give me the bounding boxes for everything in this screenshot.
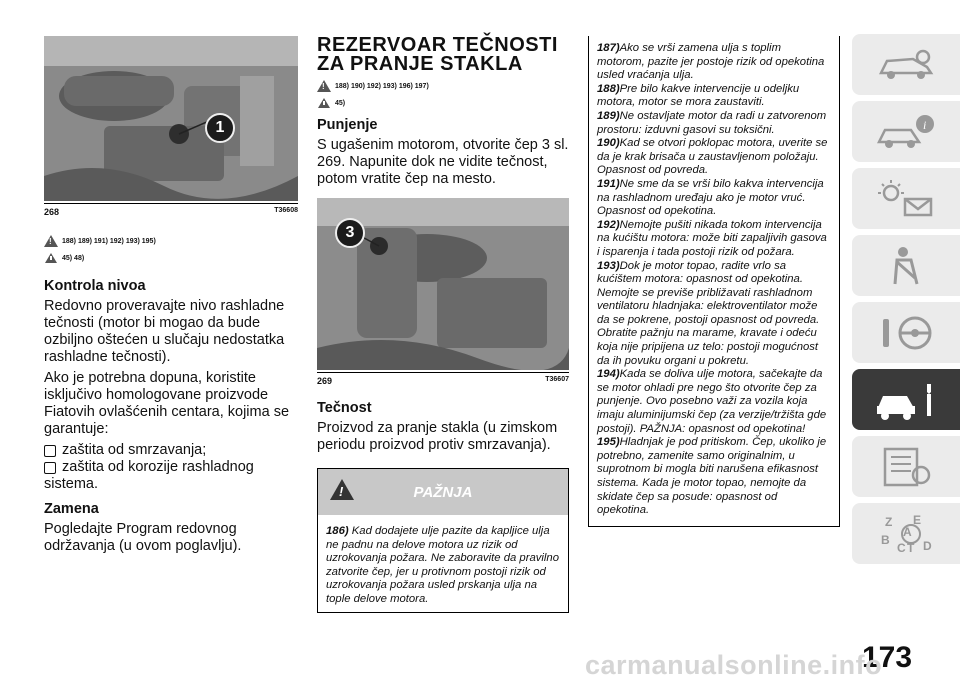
chapter-tabs xyxy=(852,34,960,570)
car-overview-icon xyxy=(873,43,939,87)
note-number: 191) xyxy=(597,177,620,190)
warning-triangle-icon xyxy=(317,80,331,92)
note-number: 194) xyxy=(597,368,620,381)
svg-text:D: D xyxy=(923,538,932,553)
note-item xyxy=(597,368,829,436)
list-item xyxy=(44,459,298,476)
list-item-text: zaštita od smrzavanja; xyxy=(62,442,207,458)
note-item xyxy=(597,83,829,110)
checkbox-bullet-icon xyxy=(44,462,56,474)
figure-number: 268 xyxy=(44,207,60,217)
note-number: 193) xyxy=(597,259,620,272)
note-refs xyxy=(317,97,569,109)
warning-text: Kad dodajete ulje pazite da kapljice ulja ne padnu na delove motora uz rizik od uzrokovanja požara. Ne zaboravite da pravilno zatvorite čep, jer u protivnom postoji rizik od uzrokovanja požara usled prskanja ulja na tople delove motora. xyxy=(326,525,559,605)
note-text: Ne ostavljate motor da radi u zatvorenom prostoru: izduvni gasovi su toksični. xyxy=(597,109,827,136)
technical-data-icon xyxy=(873,445,939,489)
safety-seatbelt-icon xyxy=(873,244,939,288)
note-item xyxy=(597,436,829,518)
heading-punjenje: Punjenje xyxy=(317,117,378,133)
tab-index[interactable] xyxy=(852,503,960,564)
tab-car-overview[interactable] xyxy=(852,34,960,95)
note-number: 195) xyxy=(597,436,620,449)
svg-text:B: B xyxy=(881,532,890,547)
note-item xyxy=(597,178,829,219)
paragraph: Redovno proveravajte nivo rashladne tečnosti (motor bi mogao da bude ozbiljno oštećen u slučaju nedostatka rashladne tečnosti). xyxy=(44,298,285,365)
section-title-line1: REZERVOAR TEČNOSTI xyxy=(317,34,558,56)
note-text: Ne sme da se vrši bilo kakva intervencija na rashladnom uređaju ako je motor vruć. Opasnost od opekotina. xyxy=(597,177,824,218)
paragraph: Proizvod za pranje stakla (u zimskom periodu proizvod protiv smrzavanja). xyxy=(317,420,558,453)
note-text: Nemojte pušiti nikada tokom intervencija na kućištu motora: može biti zapaljivih gasova i isparenja i tada postoji rizik od požara. xyxy=(597,218,827,258)
note-number: 189) xyxy=(597,109,620,122)
tab-car-info[interactable] xyxy=(852,101,960,162)
column-right xyxy=(588,36,840,527)
paragraph: Pogledajte Program redovnog održavanja (u ovom poglavlju). xyxy=(44,521,242,554)
note-text: Pre bilo kakve intervencije u odeljku motora, motor se mora zaustaviti. xyxy=(597,82,800,109)
note-text: Hladnjak je pod pritiskom. Čep, ukoliko je potrebno, zamenite samo originalnim, u suprotnom bi mogla biti narušena efikasnost sistema. Kada je motor topao, nemojte da skidate čep sa posude: opasnost od opekotina. xyxy=(597,436,827,517)
page-number: 173 xyxy=(862,641,913,674)
note-number: 187) xyxy=(597,42,620,54)
note-number: 188) xyxy=(597,82,620,95)
heading-kontrola-nivoa: Kontrola nivoa xyxy=(44,278,146,294)
paragraph: Ako je potrebna dopuna, koristite isključivo homologovane proizvode Fiatovih ovlašćenih centara, kojima se garantuje: xyxy=(44,370,290,437)
figure-number: 269 xyxy=(317,376,333,386)
starting-driving-icon xyxy=(873,311,939,355)
caution-hand-icon xyxy=(44,252,58,264)
checkbox-bullet-icon xyxy=(44,445,56,457)
figure-caption-269 xyxy=(317,372,569,386)
warning-ref-list: 188) 189) 191) 192) 193) 195) xyxy=(62,237,156,245)
list-item-text: zaštita od korozije rashladnog xyxy=(62,459,254,475)
svg-text:C: C xyxy=(897,540,906,555)
callout-1: 1 xyxy=(205,113,235,143)
index-icon xyxy=(873,512,939,556)
warning-notes-box xyxy=(588,36,840,527)
tab-safety[interactable] xyxy=(852,235,960,296)
warning-lights-icon xyxy=(873,177,939,221)
note-item xyxy=(597,110,829,137)
column-middle xyxy=(317,0,569,613)
note-item xyxy=(597,219,829,260)
heading-zamena: Zamena xyxy=(44,501,99,517)
note-text: Kad se otvori poklopac motora, uverite se da je krak brisača u zaustavljenom položaju. Opasnost od povreda. xyxy=(597,137,828,177)
note-ref-list: 45) xyxy=(335,99,346,107)
warning-triangle-icon xyxy=(44,235,58,247)
engine-photo-269 xyxy=(317,198,569,370)
figure-caption-268 xyxy=(44,203,298,217)
car-info-icon xyxy=(873,110,939,154)
svg-text:i: i xyxy=(923,117,927,132)
callout-3: 3 xyxy=(335,218,365,248)
caution-hand-icon xyxy=(317,97,331,109)
svg-text:E: E xyxy=(913,512,922,527)
note-item xyxy=(597,42,829,83)
section-title xyxy=(317,36,569,74)
note-text: Kada se doliva ulje motora, sačekajte da se motor ohladi pre nego što otvorite čep za punjenje. Ovo posebno važi za vozila koja imaju aluminijumski čep (za verzije/tržišta gde postoji). PAŽNJA: opasnost od opekotina! xyxy=(597,368,827,435)
list-item xyxy=(44,442,298,459)
tab-maintenance[interactable] xyxy=(852,369,960,430)
note-item xyxy=(597,137,829,178)
engine-photo-268 xyxy=(44,36,298,201)
note-number: 192) xyxy=(597,218,620,231)
note-item xyxy=(597,260,829,369)
svg-text:Z: Z xyxy=(885,514,893,529)
warning-body xyxy=(318,515,568,612)
note-number: 190) xyxy=(597,137,620,150)
figure-code: T36607 xyxy=(545,376,569,383)
warning-box xyxy=(317,468,569,613)
column-left xyxy=(44,0,298,559)
warning-refs xyxy=(44,235,298,247)
paragraph: S ugašenim motorom, otvorite čep 3 sl. 269. Napunite dok ne vidite tečnost, potom vratite čep na mesto. xyxy=(317,137,569,187)
note-ref-list: 45) 48) xyxy=(62,254,85,262)
paragraph-continuation: sistema. xyxy=(44,476,98,492)
maintenance-icon xyxy=(873,378,939,422)
tab-technical-data[interactable] xyxy=(852,436,960,497)
note-text: Ako se vrši zamena ulja s toplim motorom, pazite jer postoje rizik od opekotina usled vraćanja ulja. xyxy=(597,42,825,82)
warning-header xyxy=(318,469,568,515)
watermark: carmanualsonline.info xyxy=(585,650,883,680)
note-text: Dok je motor topao, radite vrlo sa kućištem motora: opasnost od opekotina. Nemojte se previše približavati rashladnom ventilatoru hladnjaka: elektroventilator može da se pokrene, postoji opasnost od povreda. Obratite pažnju na marame, kravate i odeću koja nije pripijena uz telo: postoji mogućnost da ih povuku organi u pokretu. xyxy=(597,259,820,367)
warning-number: 186) xyxy=(326,525,349,537)
heading-tecnost: Tečnost xyxy=(317,400,372,416)
section-title-line2: ZA PRANJE STAKLA xyxy=(317,53,523,75)
tab-starting-driving[interactable] xyxy=(852,302,960,363)
tab-warning-lights[interactable] xyxy=(852,168,960,229)
svg-text:A: A xyxy=(903,524,912,539)
note-refs xyxy=(44,252,298,264)
warning-title: PAŽNJA xyxy=(413,483,473,501)
warning-refs xyxy=(317,80,569,92)
warning-triangle-icon xyxy=(330,479,354,500)
engine-illustration xyxy=(44,36,298,201)
svg-text:T: T xyxy=(907,540,915,555)
warning-ref-list: 188) 190) 192) 193) 196) 197) xyxy=(335,82,429,90)
figure-code: T36608 xyxy=(274,207,298,214)
